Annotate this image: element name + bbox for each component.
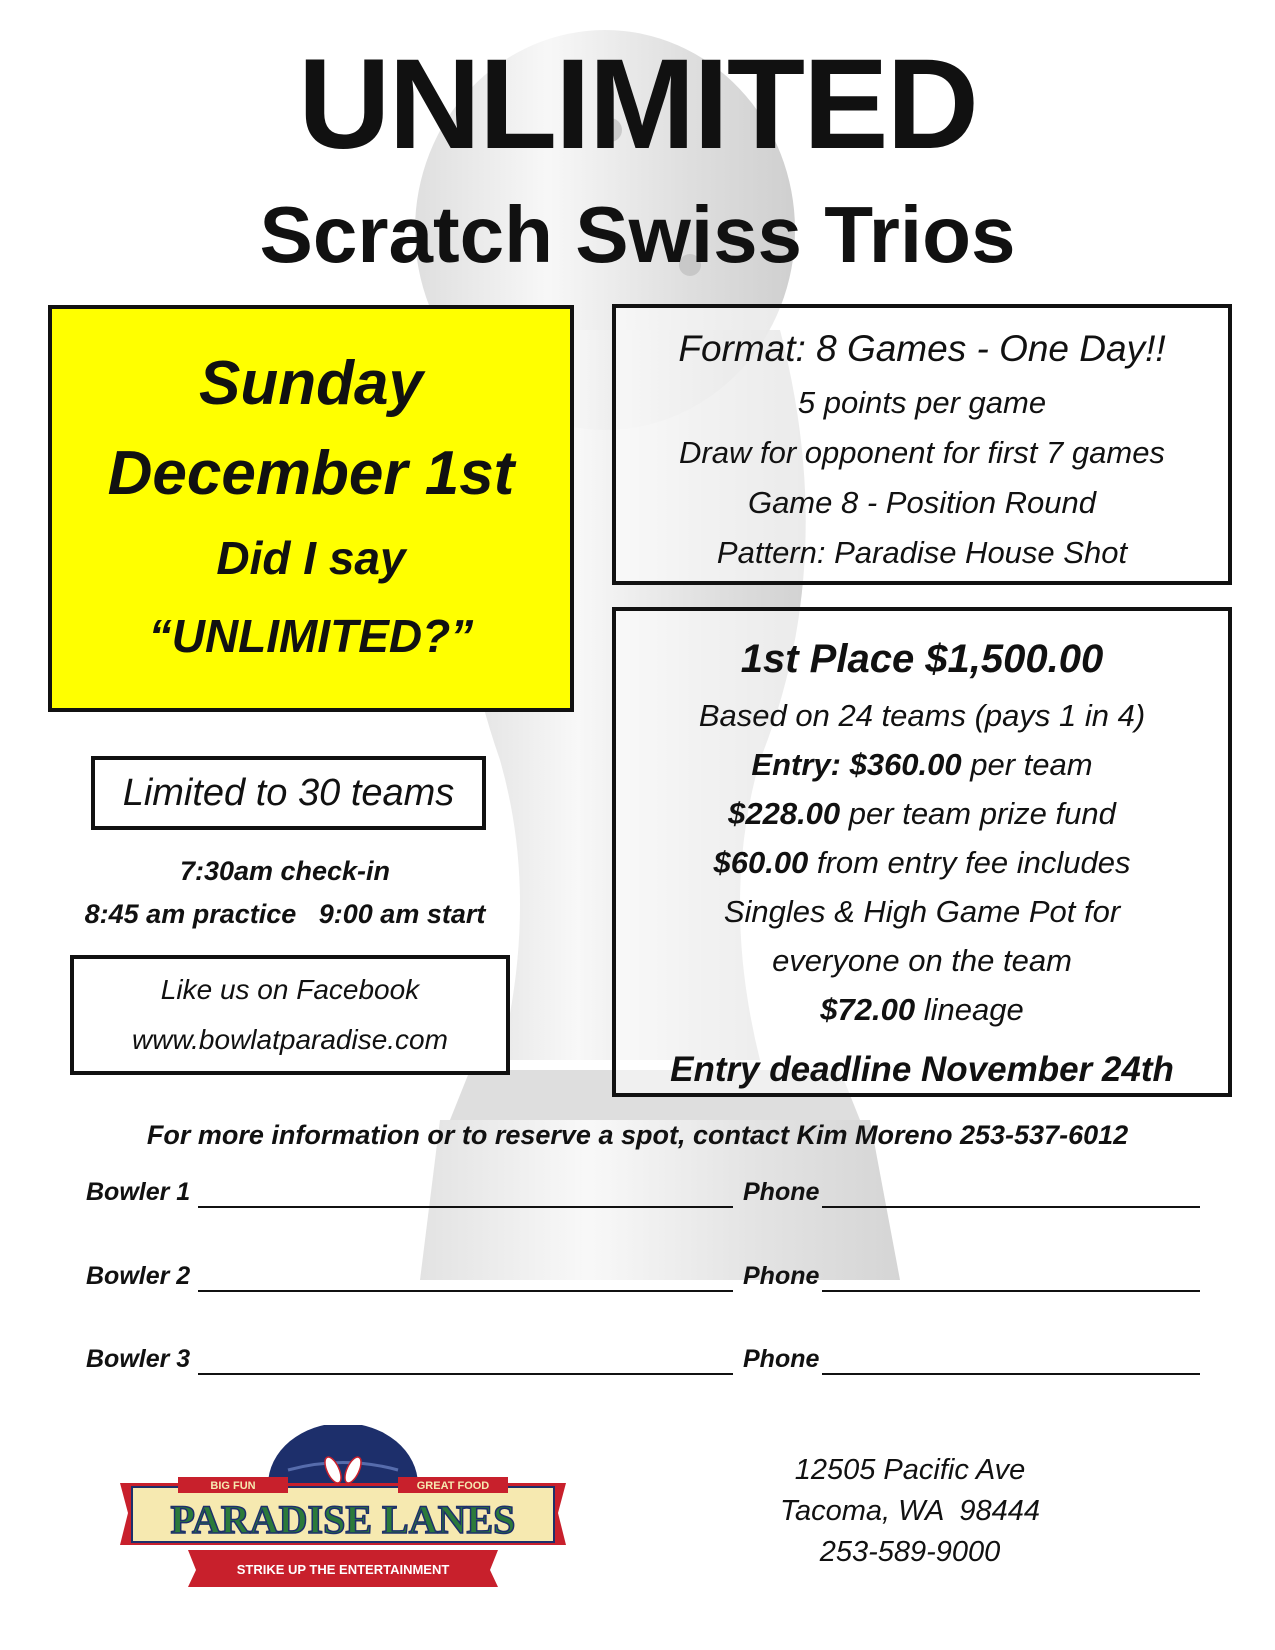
event-date-box [48, 305, 574, 712]
event-date: December 1st [107, 439, 515, 508]
everyone-line: everyone on the team [772, 943, 1072, 978]
pot-text: from entry fee includes [808, 845, 1131, 880]
logo-left-tag: BIG FUN [210, 1480, 256, 1492]
contact-info: For more information or to reserve a spot, contact Kim Moreno 253-537-6012 [146, 1120, 1129, 1150]
phone-label: Phone [743, 1178, 820, 1206]
format-line: Draw for opponent for first 7 games [679, 435, 1165, 470]
based-on-teams: Based on 24 teams (pays 1 in 4) [698, 698, 1146, 733]
page-title: UNLIMITED [298, 33, 977, 176]
practice-start-time: 8:45 am practice 9:00 am start [84, 899, 486, 929]
social-box [70, 955, 510, 1075]
entry-fee-text: per team [961, 747, 1093, 782]
prize-fund-text: per team prize fund [840, 796, 1116, 831]
event-day: Sunday [199, 349, 423, 418]
paradise-lanes-logo [118, 1425, 568, 1600]
address-street: 12505 Pacific Ave [794, 1454, 1026, 1486]
address-block [740, 1450, 1080, 1573]
format-line: 5 points per game [797, 385, 1047, 420]
format-line: Pattern: Paradise House Shot [716, 535, 1128, 570]
logo-slogan: STRIKE UP THE ENTERTAINMENT [236, 1562, 450, 1577]
bowler-name-field[interactable] [198, 1206, 733, 1208]
bowling-ball-dome [268, 1425, 418, 1485]
bowler-row [86, 1262, 1206, 1302]
page-subtitle: Scratch Swiss Trios [259, 190, 1016, 279]
logo-name: PARADISE LANES [170, 1497, 516, 1542]
bowler-row [86, 1345, 1206, 1385]
phone-label: Phone [743, 1345, 820, 1373]
bowler-name-field[interactable] [198, 1373, 733, 1375]
team-limit-box: Limited to 30 teams [91, 756, 486, 830]
bowler-label: Bowler 1 [86, 1178, 191, 1206]
schedule-times [40, 850, 530, 936]
format-line: Game 8 - Position Round [747, 485, 1097, 520]
bowler-row [86, 1178, 1206, 1218]
format-box [612, 304, 1232, 585]
bowler-label: Bowler 2 [86, 1262, 191, 1290]
logo-right-tag: GREAT FOOD [416, 1480, 490, 1492]
lineage-amount: $72.00 [820, 992, 916, 1027]
entry-deadline: Entry deadline November 24th [670, 1050, 1174, 1089]
format-heading: Format: 8 Games - One Day!! [678, 328, 1166, 369]
website-link[interactable]: www.bowlatparadise.com [132, 1024, 448, 1055]
phone-field[interactable] [822, 1373, 1200, 1375]
phone-field[interactable] [822, 1290, 1200, 1292]
phone-label: Phone [743, 1262, 820, 1290]
prize-fund-line [616, 789, 1228, 838]
entry-fee-includes-line [616, 838, 1228, 887]
address-city: Tacoma, WA 98444 [779, 1495, 1041, 1527]
pot-amount: $60.00 [713, 845, 809, 880]
singles-pot-line: Singles & High Game Pot for [723, 894, 1121, 929]
entry-fee-line [616, 740, 1228, 789]
bowler-name-field[interactable] [198, 1290, 733, 1292]
phone-field[interactable] [822, 1206, 1200, 1208]
address-phone: 253-589-9000 [819, 1536, 1001, 1568]
prize-fund-amount: $228.00 [728, 796, 841, 831]
lineage-line [616, 985, 1228, 1034]
facebook-text: Like us on Facebook [160, 974, 420, 1005]
tagline-question: Did I say [216, 532, 406, 584]
lineage-text: lineage [915, 992, 1024, 1027]
tagline-unlimited: “UNLIMITED?” [148, 610, 474, 662]
bowler-label: Bowler 3 [86, 1345, 191, 1373]
checkin-time: 7:30am check-in [179, 856, 391, 886]
first-place-prize: 1st Place $1,500.00 [740, 637, 1104, 681]
entry-fee-amount: Entry: $360.00 [751, 747, 962, 782]
prize-box [612, 607, 1232, 1097]
